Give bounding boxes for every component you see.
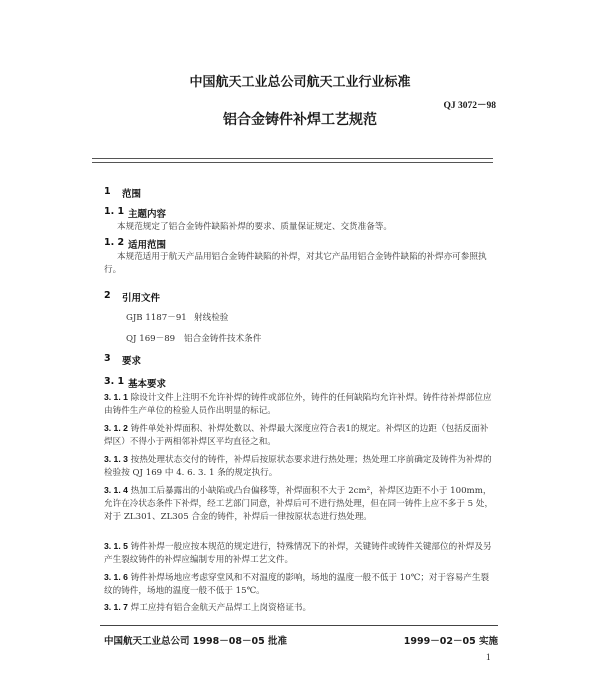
clause-number: 3. 1. 2 — [104, 423, 128, 433]
clause-3-1-2 — [104, 422, 496, 449]
section-1-1-number: 1. 1 — [104, 206, 125, 217]
clause-number: 3. 1. 6 — [104, 572, 128, 582]
section-3-title: 要求 — [122, 356, 142, 367]
clause-number: 3. 1. 3 — [104, 454, 128, 464]
section-3-1-title: 基本要求 — [128, 379, 167, 390]
clause-text: 按热处理状态交付的铸件，补焊后按原状态要求进行热处理；热处理工序前确定及铸件为补焊的检验按 QJ 169 中 4. 6. 3. 1 条的规定执行。 — [104, 455, 492, 478]
clause-3-1-7 — [104, 601, 496, 615]
section-1-1-text: 本规范规定了铝合金铸件缺陷补焊的要求、质量保证规定、交货准备等。 — [117, 222, 393, 232]
reference-name: 铝合金铸件技术条件 — [184, 334, 262, 344]
clause-number: 3. 1. 4 — [104, 485, 128, 495]
section-1-2-text: 本规范适用于航天产品用铝合金铸件缺陷的补焊，对其它产品用铝合金铸件缺陷的补焊亦可参照执行。 — [104, 252, 487, 275]
reference-name: 射线检验 — [194, 313, 229, 323]
section-1-1-title: 主题内容 — [128, 209, 167, 220]
clause-number: 3. 1. 7 — [104, 602, 128, 612]
clause-text: 铸件补焊场地应考虑穿堂风和不对温度的影响，场地的温度一般不低于 10℃；对于容易产生裂纹的铸件，场地的温度一般不低于 15℃。 — [104, 573, 490, 596]
document-title: 铝合金铸件补焊工艺规范 — [223, 112, 377, 128]
reference-code: GJB 1187－91 — [126, 313, 187, 323]
clause-text: 焊工应持有铝合金航天产品焊工上岗资格证书。 — [130, 603, 312, 613]
page-number: 1 — [486, 652, 491, 662]
clause-3-1-1 — [104, 391, 496, 418]
standard-title: 中国航天工业总公司航天工业行业标准 — [189, 75, 411, 90]
section-1-title: 范围 — [122, 189, 142, 200]
section-1-2-number: 1. 2 — [104, 237, 125, 248]
clause-3-1-3 — [104, 453, 496, 480]
clause-3-1-5 — [104, 540, 496, 567]
divider-top-1 — [92, 158, 493, 159]
reference-code: QJ 169－89 — [126, 334, 176, 344]
section-1-2-title: 适用范围 — [128, 240, 167, 251]
section-3-1-number: 3. 1 — [104, 376, 125, 387]
standard-code: QJ 3072－98 — [443, 101, 496, 111]
clause-3-1-4 — [104, 484, 496, 524]
clause-text: 铸件单处补焊面积、补焊处数以、补焊最大深度应符合表1的规定。补焊区的边距（包括反面补焊区）不得小于两相邻补焊区平均直径之和。 — [104, 424, 489, 447]
divider-top-2 — [92, 162, 493, 163]
section-2-title: 引用文件 — [122, 293, 161, 304]
clause-number: 3. 1. 1 — [104, 392, 128, 402]
approval-date: 中国航天工业总公司 1998－08－05 批准 — [104, 636, 287, 647]
footer-divider — [100, 625, 498, 626]
implementation-date: 1999－02－05 实施 — [403, 636, 498, 647]
clause-text: 铸件补焊一般应按本规范的规定进行，特殊情况下的补焊，关键铸件或铸件关键部位的补焊及另产生裂纹铸件的补焊应编制专用的补焊工艺文件。 — [104, 542, 492, 565]
clause-text: 热加工后暴露出的小缺陷或凸台偏移等，补焊面积不大于 2cm²，补焊区边距不小于 100mm，允许在冷状态条件下补焊，经工艺部门同意，补焊后可不进行热处理，但在同一铸件上应不多于 5 处，对于 ZL301、ZL305 合金的铸件，补焊后一律按原状态进行热处理。 — [104, 486, 494, 522]
section-2-number: 2 — [104, 290, 111, 301]
section-1-number: 1 — [104, 186, 111, 197]
clause-number: 3. 1. 5 — [104, 541, 128, 551]
section-3-number: 3 — [104, 353, 111, 364]
clause-3-1-6 — [104, 571, 496, 598]
clause-text: 除设计文件上注明不允许补焊的铸件或部位外，铸件的任何缺陷均允许补焊。铸件待补焊部位应由铸件生产单位的检验人员作出明显的标记。 — [104, 393, 492, 416]
